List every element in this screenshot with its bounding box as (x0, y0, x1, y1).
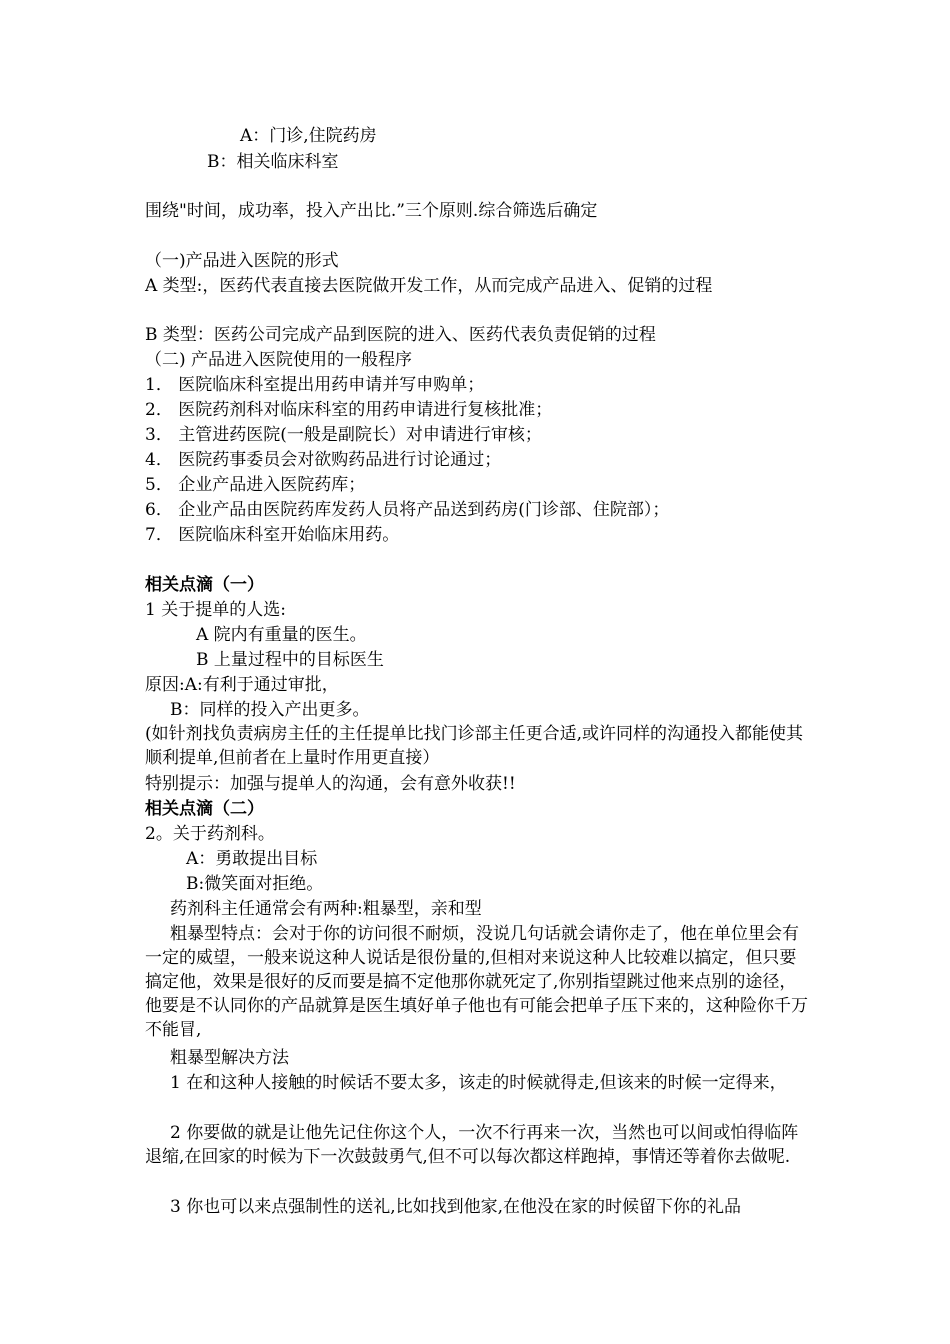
tip2-types: 药剂科主任通常会有两种:粗暴型，亲和型 (170, 899, 482, 919)
section1-type-b: B 类型：医药公司完成产品到医院的进入、医药代表负责促销的过程 (145, 325, 656, 345)
tip2-method-title: 粗暴型解决方法 (170, 1048, 289, 1068)
tip2-option-b: B:微笑面对拒绝。 (186, 874, 324, 894)
tip2-question: 2。关于药剂科。 (145, 824, 275, 844)
tip2-method-1: 1 在和这种人接触的时候话不要太多，该走的时候就得走,但该来的时候一定得来， (170, 1073, 787, 1093)
step-item: 5． 企业产品进入医院药库； (145, 475, 366, 495)
tip1-option-b: B 上量过程中的目标医生 (196, 650, 384, 670)
section1-type-a: A 类型:，医药代表直接去医院做开发工作，从而完成产品进入、促销的过程 (145, 276, 713, 296)
step-item: 2． 医院药剂科对临床科室的用药申请进行复核批准； (145, 400, 553, 420)
principle-line: 围绕"时间，成功率，投入产出比.”三个原则.综合筛选后确定 (145, 201, 598, 221)
section2-title: （二) 产品进入医院使用的一般程序 (145, 350, 413, 370)
tip1-special: 特别提示：加强与提单人的沟通，会有意外收获!! (145, 774, 516, 794)
tip2-heading: 相关点滴（二） (145, 799, 264, 819)
step-item: 4． 医院药事委员会对欲购药品进行讨论通过； (145, 450, 502, 470)
step-item: 7． 医院临床科室开始临床用药。 (145, 525, 400, 545)
tip1-question: 1 关于提单的人选: (145, 600, 286, 620)
top-option-a: A：门诊,住院药房 (240, 126, 377, 146)
section1-title: （一)产品进入医院的形式 (145, 251, 339, 271)
tip1-reason-a: 原因:A:有利于通过审批， (145, 675, 339, 695)
top-option-b: B：相关临床科室 (207, 152, 339, 172)
tip2-method-2: 2 你要做的就是让他先记住你这个人，一次不行再来一次，当然也可以间或怕得临阵退缩,在回家的时候为下一次鼓鼓勇气,但不可以每次都这样跑掉，事情还等着你去做呢. (145, 1123, 799, 1167)
tip1-note: (如针剂找负责病房主任的主任提单比找门诊部主任更合适,或许同样的沟通投入都能使其顺利提单,但前者在上量时作用更直接） (145, 724, 804, 768)
tip2-method-3: 3 你也可以来点强制性的送礼,比如找到他家,在他没在家的时候留下你的礼品 (170, 1197, 742, 1217)
step-item: 6． 企业产品由医院药库发药人员将产品送到药房(门诊部、住院部）； (145, 500, 670, 520)
tip1-option-a: A 院内有重量的医生。 (196, 625, 367, 645)
step-item: 3． 主管进药医院(一般是副院长）对申请进行审核； (145, 425, 542, 445)
tip2-option-a: A：勇敢提出目标 (186, 849, 318, 869)
tip2-rough-description: 粗暴型特点：会对于你的访问很不耐烦，没说几句话就会请你走了，他在单位里会有一定的威望，一般来说这种人说话是很份量的,但相对来说这种人比较难以搞定，但只要搞定他，效果是很好的反而要是搞不定他那你就死定了,你别指望跳过他来点别的途径，他要是不认同你的产品就算是医生填好单子他也有可能会把单子压下来的，这种险你千万不能冒, (145, 924, 808, 1040)
step-item: 1． 医院临床科室提出用药申请并写申购单； (145, 375, 485, 395)
tip1-reason-b: B：同样的投入产出更多。 (170, 700, 370, 720)
tip1-heading: 相关点滴（一） (145, 575, 264, 595)
